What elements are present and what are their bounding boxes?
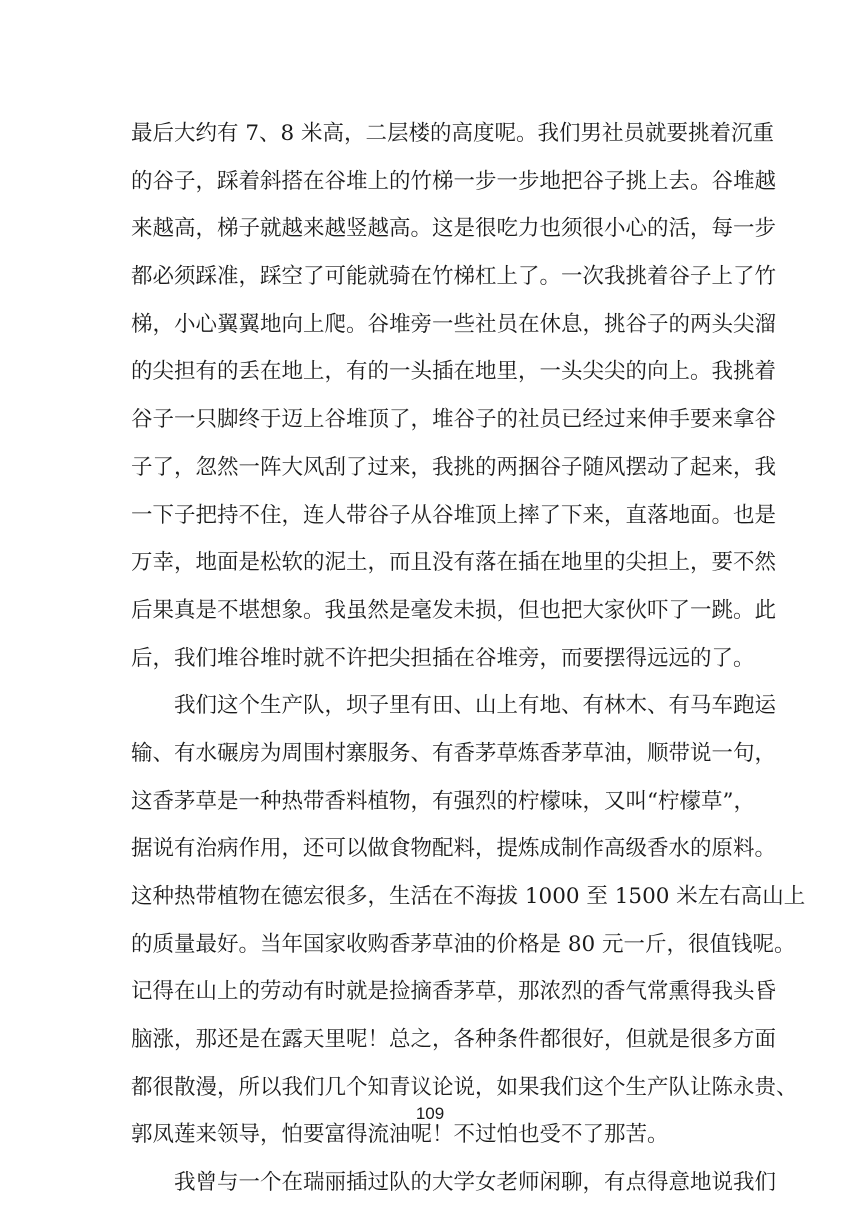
text-line: 我们这个生产队，坝子里有田、山上有地、有林木、有马车跑运 xyxy=(174,693,777,719)
text-line: 据说有治病作用，还可以做食物配料，提炼成制作高级香水的原料。 xyxy=(131,836,777,862)
text-line: 都很散漫，所以我们几个知青议论说，如果我们这个生产队让陈永贵、 xyxy=(131,1074,798,1100)
text-line: 的尖担有的丢在地上，有的一头插在地里，一头尖尖的向上。我挑着 xyxy=(131,359,777,385)
text-line: 子了，忽然一阵大风刮了过来，我挑的两捆谷子随风摆动了起来，我 xyxy=(131,454,777,480)
text-line: 后果真是不堪想象。我虽然是毫发未损，但也把大家伙吓了一跳。此 xyxy=(131,597,777,623)
text-line: 的质量最好。当年国家收购香茅草油的价格是 80 元一斤，很值钱呢。 xyxy=(131,931,796,957)
text-line: 都必须踩准，踩空了可能就骑在竹梯杠上了。一次我挑着谷子上了竹 xyxy=(131,264,777,290)
text-line: 一下子把持不住，连人带谷子从谷堆顶上摔了下来，直落地面。也是 xyxy=(131,502,777,528)
text-line: 记得在山上的劳动有时就是捡摘香茅草，那浓烈的香气常熏得我头昏 xyxy=(131,979,777,1005)
text-line: 万幸，地面是松软的泥土，而且没有落在插在地里的尖担上，要不然 xyxy=(131,550,777,576)
text-line: 郭凤莲来领导，怕要富得流油呢！不过怕也受不了那苦。 xyxy=(131,1122,669,1148)
text-line: 输、有水碾房为周围村寨服务、有香茅草炼香茅草油，顺带说一句， xyxy=(131,740,777,766)
page-number: 109 xyxy=(415,1104,445,1123)
text-line: 这香茅草是一种热带香料植物，有强烈的柠檬味，又叫“柠檬草”， xyxy=(131,788,755,814)
text-line: 最后大约有 7、8 米高，二层楼的高度呢。我们男社员就要挑着沉重 xyxy=(131,121,775,146)
text-line: 来越高，梯子就越来越竖越高。这是很吃力也须很小心的活，每一步 xyxy=(131,216,777,242)
text-line: 我曾与一个在瑞丽插过队的大学女老师闲聊，有点得意地说我们 xyxy=(174,1170,777,1196)
text-line: 谷子一只脚终于迈上谷堆顶了，堆谷子的社员已经过来伸手要来拿谷 xyxy=(131,407,777,433)
text-line: 梯，小心翼翼地向上爬。谷堆旁一些社员在休息，挑谷子的两头尖溜 xyxy=(131,311,777,337)
text-line: 的谷子，踩着斜搭在谷堆上的竹梯一步一步地把谷子挑上去。谷堆越 xyxy=(131,168,777,194)
text-line: 后，我们堆谷堆时就不许把尖担插在谷堆旁，而要摆得远远的了。 xyxy=(131,645,755,671)
text-line: 这种热带植物在德宏很多，生活在不海拔 1000 至 1500 米左右高山上 xyxy=(131,884,806,909)
text-line: 脑涨，那还是在露天里呢！总之，各种条件都很好，但就是很多方面 xyxy=(131,1027,777,1053)
body-text xyxy=(131,110,806,1207)
